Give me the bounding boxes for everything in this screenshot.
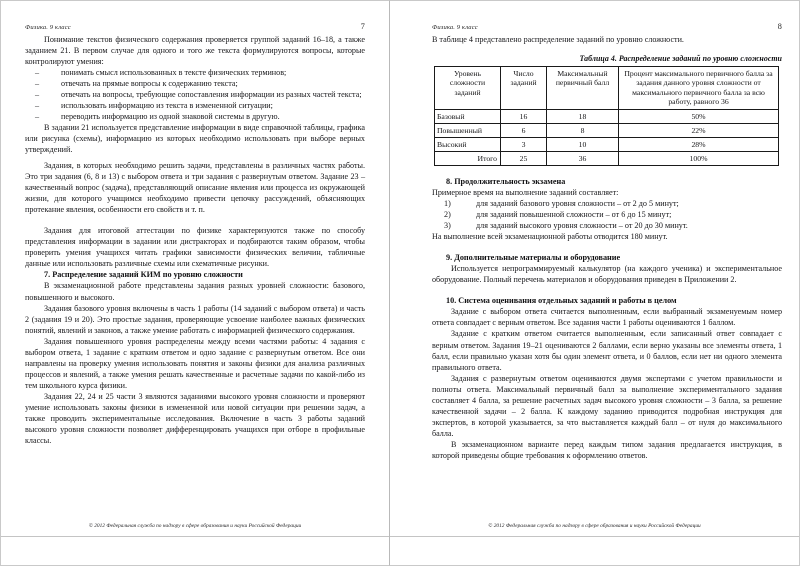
running-head-title: Физика. 9 класс [432,24,478,31]
table-row [435,151,779,165]
cell-max-score: 8 [547,123,619,137]
list-item [432,209,782,220]
list-item [25,89,365,100]
page-right-content [390,1,799,565]
list-item-label: переводить информацию из одной знаковой системы в другую. [61,111,280,121]
table-header-max-score: Максимальный первичный балл [547,66,619,109]
paragraph-advanced-level: Задания повышенного уровня распределены между всеми частями работы: 4 задания с выбором ответа, 1 задание с кратким ответом и одно задание с развернутым ответом. Все они направлены на проверку умения использовать понятия и законы физики для анализа различных процессов и явлений, а также умения решать качественные и расчетные задачи по какой-либо из тем школьного курса физики. [25,336,365,390]
table-row [435,123,779,137]
paragraph-total-time: На выполнение всей экзаменационной работы отводится 180 минут. [432,232,668,242]
paragraph-problem-tasks: Задания, в которых необходимо решить задачи, представлены в различных частях работы. Это три задания (6, 8 и 13) с выбором ответа и три задания с развернутым ответом. Задание 23 – качественный вопрос (задача), представляющий описание явления или процесса из окружающей жизни, для которого учащимся необходимо привести цепочку рассуждений, объясняющих протекание явления, особенности его свойств и т. п. [25,161,365,215]
footer-rule-left [1,536,389,537]
list-item [25,78,365,89]
table-header-count: Число заданий [501,66,547,109]
list-item-label: для заданий базового уровня сложности – от 2 до 5 минут; [476,199,679,209]
running-head-left [25,22,365,31]
difficulty-distribution-table [434,66,779,166]
list-item-label: для заданий повышенной сложности – от 6 до 15 минут; [476,210,672,220]
section-heading-9: 9. Дополнительные материалы и оборудование [446,253,621,263]
running-head-right [432,22,782,31]
list-item [25,67,365,78]
cell-percent: 28% [619,137,779,151]
cell-level: Высокий [435,137,501,151]
dash-marker: – [35,67,40,77]
cell-percent: 22% [619,123,779,137]
section-heading-10: 10. Система оценивания отдельных заданий и работы в целом [446,296,677,306]
list-item-label: для заданий высокого уровня сложности – от 20 до 30 минут. [476,221,688,231]
cell-count: 3 [501,137,547,151]
list-item-number: 3) [444,221,451,231]
paragraph-equipment: Используется непрограммируемый калькулятор (на каждого ученика) и экспериментальное оборудование. Полный перечень материалов и оборудования приведен в Приложении 2. [432,264,782,285]
table-header-row [435,66,779,109]
paragraph-short-answer-scoring: Задание с кратким ответом считается выполненным, если записанный ответ совпадает с верным ответом. Задания 19–21 оцениваются 2 баллами, если верно указаны все элементы ответа, 1 балл, если правильно указан хотя бы один элемент ответа, и 0 баллов, если нет ни одного элемента правильного ответа. [432,329,782,372]
skills-list [25,67,365,122]
table-row [435,109,779,123]
dash-marker: – [35,78,40,88]
list-item [25,111,365,122]
page-right [390,0,800,566]
page-left [0,0,390,566]
list-item [432,220,782,231]
footer-rule-right [390,536,799,537]
cell-count: 6 [501,123,547,137]
list-item [432,198,782,209]
list-item-number: 1) [444,199,451,209]
cell-count: 25 [501,151,547,165]
paragraph-table-intro: В таблице 4 представлено распределение заданий по уровню сложности. [432,34,684,44]
list-item-number: 2) [444,210,451,220]
paragraph-extended-answer-scoring: Задания с развернутым ответом оцениваются двумя экспертами с учетом правильности и полноты ответа. Максимальный первичный балл за выполнение экспериментального задания составляет 4 балла, за решение расчетных задач высокого уровня сложности – 3 балла, за решение качественной задачи – 2 балла. К каждому заданию приводится подробная инструкция для экспертов, в которой указывается, за что выставляется каждый балл – от нуля до максимального балла. [432,373,782,438]
running-head-title: Физика. 9 класс [25,24,71,31]
paragraph-multiple-choice-scoring: Задание с выбором ответа считается выполненным, если выбранный экзаменуемым номер ответа совпадает с верным ответом. Все задания части 1 работы оцениваются 1 баллом. [432,307,782,328]
list-item-label: отвечать на вопросы, требующие сопоставления информации из разных частей текста; [61,89,362,99]
table-header-percent: Процент максимального первичного балла за задания данного уровня сложности от максимального первичного балла за всю работу, равного 36 [619,66,779,109]
paragraph-info-presentation: Задания для итоговой аттестации по физике характеризуются также по способу представления информации в задании или дистракторах и подбираются таким образом, чтобы проверить умения учащихся читать графики зависимости физических величин, табличные данные или использовать различные схемы или схематичные рисунки. [25,226,365,269]
cell-level: Базовый [435,109,501,123]
cell-max-score: 18 [547,109,619,123]
dash-marker: – [35,111,40,121]
cell-level: Повышенный [435,123,501,137]
list-item [25,100,365,111]
table-header-level: Уровень сложности заданий [435,66,501,109]
paragraph-basic-level: Задания базового уровня включены в часть 1 работы (14 заданий с выбором ответа) и часть 2 (задания 19 и 20). Это простые задания, проверяющие усвоение наиболее важных физических понятий, явлений и законов, а также умение работать с информацией физического содержания. [25,303,365,335]
list-item-label: отвечать на прямые вопросы к содержанию текста; [61,78,238,88]
paragraph-task-21: В задании 21 используется представление информации в виде справочной таблицы, графика или рисунка (схемы), информацию из которых необходимо использовать при выборе верных утверждений. [25,122,365,154]
paragraph-time-intro: Примерное время на выполнение заданий составляет: [432,187,619,197]
page-left-content [1,1,389,565]
paragraph-high-level: Задания 22, 24 и 25 части 3 являются заданиями высокого уровня сложности и проверяют умение использовать законы физики в измененной или новой ситуации при решении задач, а также проводить экспериментальные исследования. Включение в часть 3 работы заданий высокого уровня сложности позволяет дифференцировать учащихся при отборе в профильные классы. [25,391,365,446]
table-caption: Таблица 4. Распределение заданий по уровню сложности [579,53,782,63]
list-item-label: понимать смысл использованных в тексте физических терминов; [61,67,287,77]
list-item-label: использовать информацию из текста в измененной ситуации; [61,100,273,110]
paragraph-instructions: В экзаменационном варианте перед каждым типом задания предлагается инструкция, в которой приведены общие требования к оформлению ответов. [432,439,782,460]
page-number: 7 [360,22,365,31]
table-row [435,137,779,151]
dash-marker: – [35,100,40,110]
page-number: 8 [777,22,782,31]
paragraph-difficulty-levels: В экзаменационной работе представлены задания разных уровней сложности: базового, повышенного и высокого. [25,281,365,302]
cell-percent: 100% [619,151,779,165]
footer-right: © 2012 Федеральная служба по надзору в сфере образования и науки Российской Федерации [488,523,701,529]
cell-max-score: 10 [547,137,619,151]
cell-max-score: 36 [547,151,619,165]
exam-time-list [432,198,782,231]
paragraph-text-comprehension: Понимание текстов физического содержания проверяется группой заданий 16–18, а также заданием 21. В первом случае для одного и того же текста формулируются вопросы, которые контролируют умения: [25,34,365,66]
cell-percent: 50% [619,109,779,123]
dash-marker: – [35,89,40,99]
section-heading-7: 7. Распределение заданий КИМ по уровню сложности [44,270,243,280]
cell-count: 16 [501,109,547,123]
footer-left: © 2012 Федеральная служба по надзору в сфере образования и науки Российской Федерации [88,523,302,529]
section-heading-8: 8. Продолжительность экзамена [446,176,566,186]
cell-level: Итого [435,151,501,165]
